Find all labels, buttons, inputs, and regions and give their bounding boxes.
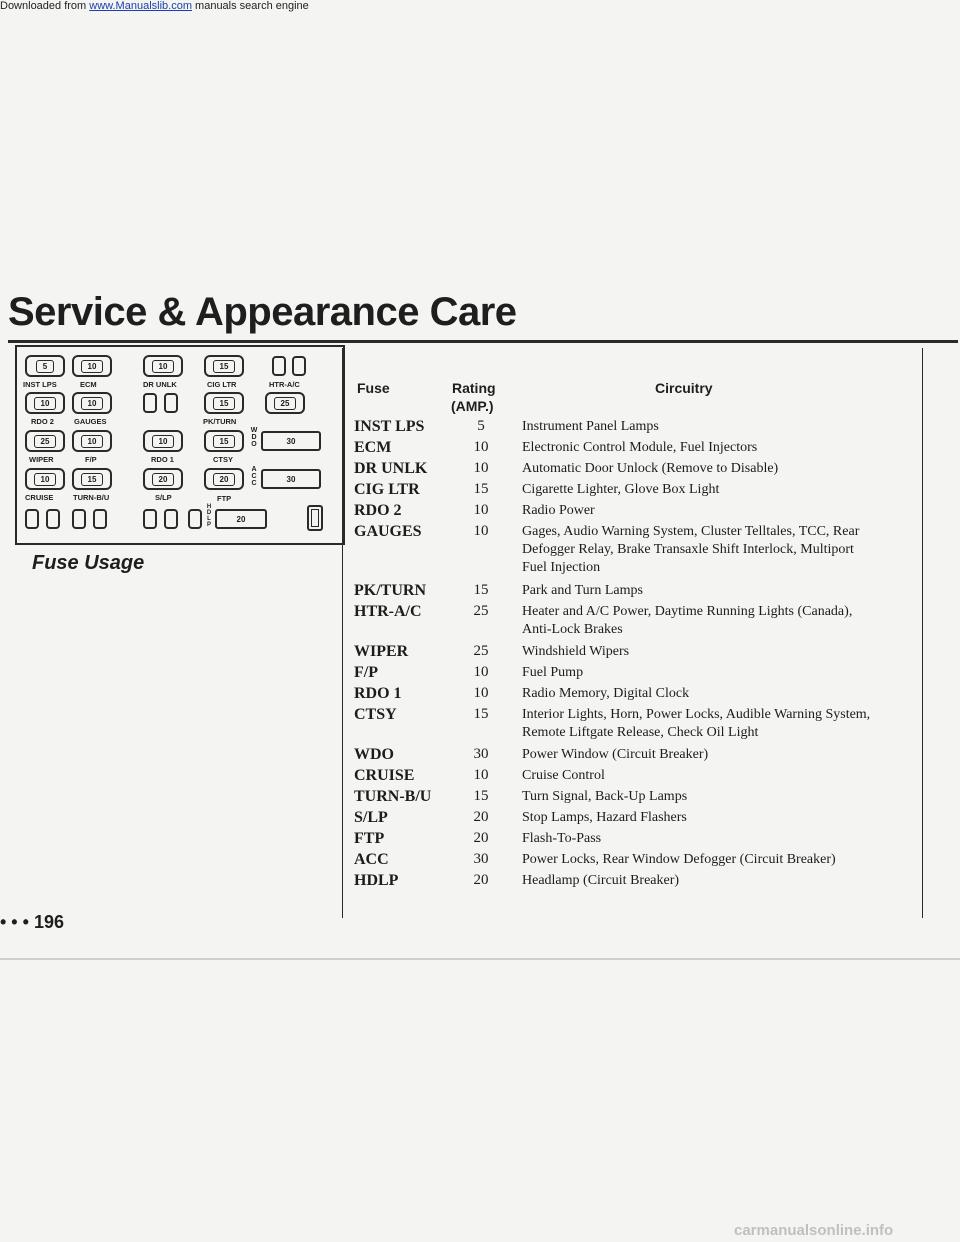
fuse-rating: 10 [473,439,489,455]
label-slp: S/LP [155,493,172,502]
label-pk-turn: PK/TURN [203,417,237,426]
label-wiper: WIPER [29,455,54,464]
fuse-circuitry: Fuel Pump [522,665,584,680]
fuse-rating: 25 [473,603,489,619]
fuse-circuitry: Instrument Panel Lamps [522,419,659,434]
page-title: Service & Appearance Care [8,290,517,334]
page-number-dots: • • • [0,912,29,932]
fuse-rdo-2: 10 [25,392,65,414]
label-ctsy: CTSY [213,455,234,464]
fuse-circuitry: Power Window (Circuit Breaker) [522,747,709,762]
fuse-circuitry: Cruise Control [522,768,605,783]
breaker-acc: 30 [261,469,321,489]
fuse-fp: 10 [72,430,112,452]
fuse-slot-empty [188,509,202,529]
breaker-wdo: 30 [261,431,321,451]
fuse-rating: 30 [473,746,489,762]
page-number [0,912,64,933]
fuse-slot-empty [164,393,178,413]
fuse-name: ACC [354,851,389,868]
fuse-slot-empty [164,509,178,529]
label-gauges: GAUGES [74,417,107,426]
bottom-rule [0,958,960,960]
fuse-cig-ltr: 15 [204,355,244,377]
fuse-name: CTSY [354,706,397,723]
fuse-slot-empty [143,393,157,413]
label-acc: A C C [251,466,257,487]
fuse-dr-unlk: 10 [143,355,183,377]
fuse-slot-empty [272,356,286,376]
fuse-circuitry: Radio Power [522,503,595,518]
fuse-circuitry: Automatic Door Unlock (Remove to Disable) [522,461,779,476]
label-hdlp: H D L P [206,504,212,528]
fuse-rating: 10 [473,460,489,476]
fuse-name: CIG LTR [354,481,420,498]
fuse-circuitry: Stop Lamps, Hazard Flashers [522,810,687,825]
fuse-ftp: 20 [204,468,244,490]
label-inst-lps: INST LPS [23,380,57,389]
fuse-name: GAUGES [354,523,422,540]
fuse-circuitry: Cigarette Lighter, Glove Box Light [522,482,720,497]
breaker-hdlp: 20 [215,509,267,529]
fuse-circuitry: Electronic Control Module, Fuel Injectors [522,440,758,455]
fuse-circuitry: Radio Memory, Digital Clock [522,686,690,701]
fuse-rating: 5 [477,418,485,434]
fuse-panel-diagram [15,345,345,545]
fuse-slot-empty [93,509,107,529]
column-divider-right [922,348,923,918]
fuse-name: F/P [354,664,378,681]
fuse-name: HDLP [354,872,399,889]
fuse-name: RDO 2 [354,502,402,519]
source-suffix: manuals search engine [191,0,309,12]
fuse-name: S/LP [354,809,388,826]
fuse-name: FTP [354,830,385,847]
label-ftp: FTP [217,494,232,503]
fuse-ctsy: 15 [204,430,244,452]
header-rating-unit: (AMP.) [451,398,494,414]
label-dr-unlk: DR UNLK [143,380,177,389]
label-rdo-1: RDO 1 [151,455,174,464]
fuse-circuitry: Flash-To-Pass [522,831,602,846]
fuse-slp: 20 [143,468,183,490]
fuse-slot-empty [292,356,306,376]
fuse-slot-empty [46,509,60,529]
label-ecm: ECM [80,380,97,389]
section-title: Fuse Usage [32,552,145,574]
fuse-circuitry: Gages, Audio Warning System, Cluster Telltales, TCC, Rear Defogger Relay, Brake Transaxle Shift Interlock, Multiport Fuel Injection [522,524,860,575]
fuse-circuitry: Headlamp (Circuit Breaker) [522,873,680,888]
label-rdo-2: RDO 2 [31,417,54,426]
fuse-rating: 20 [473,809,489,825]
fuse-name: INST LPS [354,418,425,435]
header-fuse: Fuse [357,380,390,396]
fuse-name: TURN-B/U [354,788,432,805]
fuse-rating: 15 [473,481,489,497]
label-wdo: W D O [250,427,258,448]
fuse-ecm: 10 [72,355,112,377]
fuse-name: WDO [354,746,394,763]
source-prefix: Downloaded from [0,0,90,12]
fuse-name: DR UNLK [354,460,428,477]
fuse-circuitry: Heater and A/C Power, Daytime Running Lights (Canada), Anti-Lock Brakes [522,604,853,637]
fuse-inst-lps: 5 [25,355,65,377]
fuse-rating: 15 [473,706,489,722]
fuse-slot-empty [72,509,86,529]
fuse-rating: 10 [473,502,489,518]
fuse-turn-bu: 15 [72,468,112,490]
fuse-rating: 20 [473,872,489,888]
fuse-gauges: 10 [72,392,112,414]
page-number-value: 196 [33,912,64,932]
fuse-circuitry: Windshield Wipers [522,644,630,659]
fuse-name: WIPER [354,643,409,660]
fuse-rating: 15 [473,788,489,804]
fuse-htr-ac: 25 [265,392,305,414]
fuse-name: PK/TURN [354,582,426,599]
fuse-rating: 10 [473,664,489,680]
relay-slot-inner [311,509,319,527]
fuse-circuitry: Interior Lights, Horn, Power Locks, Audible Warning System, Remote Liftgate Release, Check Oil Light [522,707,871,740]
manualslib-link[interactable]: www.Manualslib.com [89,0,192,12]
fuse-rating: 10 [473,523,489,539]
label-fp: F/P [85,455,97,464]
relay-slot [307,505,323,531]
fuse-rating: 10 [473,767,489,783]
header-circuitry: Circuitry [655,380,713,396]
fuse-rating: 15 [473,582,489,598]
fuse-slot-empty [25,509,39,529]
title-rule [8,340,958,343]
fuse-circuitry: Power Locks, Rear Window Defogger (Circuit Breaker) [522,852,836,867]
fuse-rating: 25 [473,643,489,659]
fuse-name: HTR-A/C [354,603,422,620]
fuse-slot-empty [143,509,157,529]
fuse-wiper: 25 [25,430,65,452]
download-source-line [0,0,309,12]
label-cig-ltr: CIG LTR [207,380,237,389]
fuse-circuitry: Turn Signal, Back-Up Lamps [522,789,688,804]
fuse-pk-turn: 15 [204,392,244,414]
column-divider-left [342,348,343,918]
fuse-name: ECM [354,439,392,456]
fuse-name: CRUISE [354,767,415,784]
fuse-rating: 10 [473,685,489,701]
fuse-rating: 20 [473,830,489,846]
label-htr-ac: HTR-A/C [269,380,300,389]
fuse-cruise: 10 [25,468,65,490]
watermark: carmanualsonline.info [734,1222,894,1239]
fuse-circuitry: Park and Turn Lamps [522,583,643,598]
label-cruise: CRUISE [25,493,54,502]
fuse-name: RDO 1 [354,685,402,702]
fuse-rating: 30 [473,851,489,867]
label-turn-bu: TURN-B/U [73,493,110,502]
fuse-rdo-1: 10 [143,430,183,452]
header-rating: Rating [452,380,496,396]
